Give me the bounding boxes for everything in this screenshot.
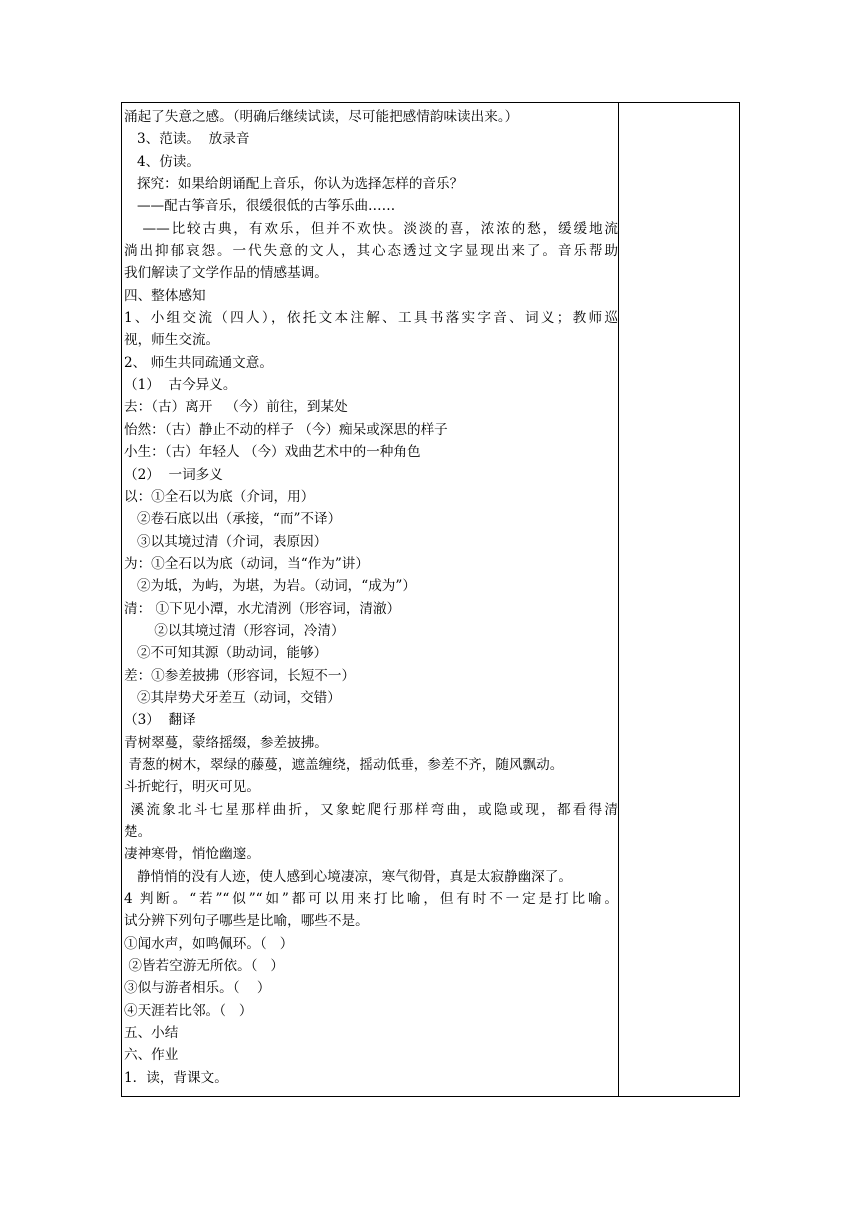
text-line: 涌起了失意之感。（明确后继续试读，尽可能把感情韵味读出来。） — [124, 109, 519, 125]
text-line: 视，师生交流。 — [124, 332, 220, 349]
text-line: 2、 师生共同疏通文意。 — [124, 354, 273, 371]
text-line: ——配古筝音乐，很缓很低的古筝乐曲…… — [124, 198, 396, 215]
text-line: 斗折蛇行，明灭可见。 — [124, 779, 260, 796]
text-line: 以：①全石以为底（介词，用） — [124, 488, 315, 505]
text-line: 探究：如果给朗诵配上音乐，你认为选择怎样的音乐？ — [124, 176, 464, 193]
text-line: 五、小结 — [124, 1025, 179, 1042]
text-line: （1） 古今异义。 — [124, 377, 237, 394]
text-line: 青树翠蔓，蒙络摇缀，参差披拂。 — [124, 734, 328, 751]
text-line: 四、整体感知 — [124, 287, 206, 304]
text-line: 清： ①下见小潭，水尤清洌（形容词，清澈） — [124, 600, 401, 617]
text-line: 去：（古）离开 （今）前往，到某处 — [124, 399, 348, 416]
table-row — [122, 103, 740, 1097]
text-line: 怡然：（古）静止不动的样子 （今）痴呆或深思的样子 — [124, 421, 448, 438]
text-line: 试分辨下列句子哪些是比喻，哪些不是。 — [124, 913, 369, 930]
lesson-content-cell — [122, 103, 619, 1097]
text-line: 1．读，背课文。 — [124, 1069, 228, 1086]
text-line: ③似与游者相乐。（ ） — [124, 980, 271, 997]
text-line: 3、范读。 放录音 — [124, 131, 250, 148]
text-line: ——比较古典，有欢乐，但并不欢快。淡淡的喜，浓浓的愁，缓缓地流 — [124, 220, 618, 237]
text-line: ②皆若空游无所依。（ ） — [124, 958, 285, 975]
text-line: 4、仿读。 — [124, 153, 200, 170]
text-line: 静悄悄的没有人迹，使人感到心境凄凉，寒气彻骨，真是太寂静幽深了。 — [124, 868, 572, 885]
text-line: ②以其境过清（形容词，冷清） — [124, 622, 345, 639]
text-line: ②卷石底以出（承接，“而”不译） — [124, 511, 342, 528]
text-line: 凄神寒骨，悄怆幽邃。 — [124, 846, 260, 863]
text-line: 淌出抑郁哀怨。一代失意的文人，其心态透过文字显现出来了。音乐帮助 — [124, 243, 618, 260]
text-line: ①闻水声，如鸣佩环。（ ） — [124, 935, 294, 952]
text-line: 溪流象北斗七星那样曲折，又象蛇爬行那样弯曲，或隐或现，都看得清 — [124, 801, 618, 818]
text-line: ②不可知其源（助动词，能够） — [124, 645, 328, 662]
text-line: ②其岸势犬牙差互（动词，交错） — [124, 689, 341, 706]
text-line: 1、小组交流（四人），依托文本注解、工具书落实字音、词义；教师巡 — [124, 310, 618, 327]
text-line: 小生：（古）年轻人 （今）戏曲艺术中的一种角色 — [124, 444, 421, 461]
text-line: 4 判断。“若”“似”“如”都可以用来打比喻，但有时不一定是打比喻。 — [124, 891, 618, 908]
text-line: 六、作业 — [124, 1047, 179, 1064]
notes-cell — [619, 103, 740, 1097]
text-line: ②为坻，为屿，为堪，为岩。（动词，“成为”） — [124, 578, 416, 595]
text-line: 楚。 — [124, 824, 152, 840]
lesson-text — [122, 103, 618, 1089]
text-line: 差：①参差披拂（形容词，长短不一） — [124, 667, 356, 684]
text-line: 为：①全石以为底（动词，当“作为”讲） — [124, 555, 369, 572]
text-line: 我们解读了文学作品的情感基调。 — [124, 265, 328, 282]
text-line: ③以其境过清（介词，表原因） — [124, 533, 328, 550]
lesson-plan-table — [121, 102, 740, 1097]
text-line: ④天涯若比邻。（ ） — [124, 1002, 253, 1019]
text-line: （3） 翻译 — [124, 712, 196, 729]
text-line: 青葱的树木，翠绿的藤蔓，遮盖缠绕，摇动低垂，参差不齐，随风飘动。 — [124, 756, 564, 773]
text-line: （2） 一词多义 — [124, 466, 223, 483]
